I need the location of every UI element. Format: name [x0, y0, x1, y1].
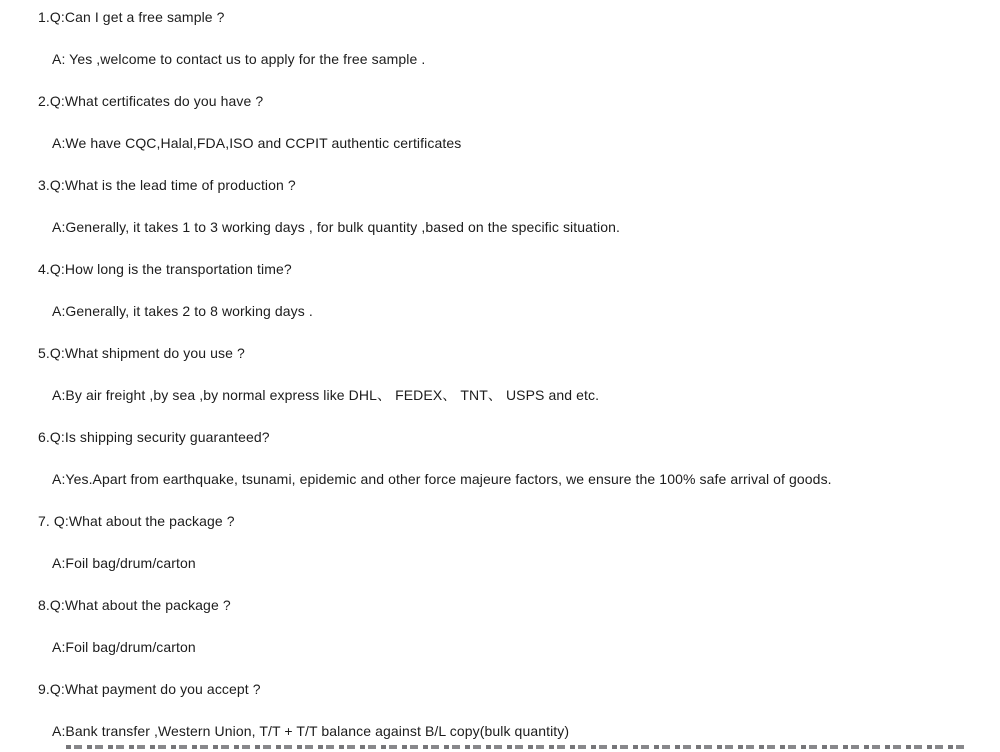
faq-answer: A:Bank transfer ,Western Union, T/T + T/T balance against B/L copy(bulk quantity) [52, 723, 570, 739]
faq-answer: A:Yes.Apart from earthquake, tsunami, epidemic and other force majeure factors, we ensure the 100% safe arrival of goods. [52, 471, 832, 487]
faq-question: 1.Q:Can I get a free sample ? [38, 9, 225, 25]
faq-answer: A: Yes ,welcome to contact us to apply for the free sample . [52, 51, 426, 67]
faq-question: 4.Q:How long is the transportation time? [38, 261, 292, 277]
faq-question: 6.Q:Is shipping security guaranteed? [38, 429, 270, 445]
faq-question: 9.Q:What payment do you accept ? [38, 681, 261, 697]
faq-answer: A:Generally, it takes 2 to 8 working days . [52, 303, 313, 319]
faq-answer: A:Foil bag/drum/carton [52, 555, 196, 571]
faq-question: 3.Q:What is the lead time of production ? [38, 177, 296, 193]
faq-answer: A:We have CQC,Halal,FDA,ISO and CCPIT authentic certificates [52, 135, 462, 151]
faq-question: 7. Q:What about the package ? [38, 513, 235, 529]
cutoff-text-line [66, 745, 966, 749]
faq-question: 5.Q:What shipment do you use ? [38, 345, 245, 361]
faq-answer: A:By air freight ,by sea ,by normal express like DHL、 FEDEX、 TNT、 USPS and etc. [52, 387, 600, 403]
faq-question: 8.Q:What about the package ? [38, 597, 231, 613]
faq-question: 2.Q:What certificates do you have ? [38, 93, 264, 109]
faq-answer: A:Generally, it takes 1 to 3 working days , for bulk quantity ,based on the specific situation. [52, 219, 620, 235]
faq-answer: A:Foil bag/drum/carton [52, 639, 196, 655]
